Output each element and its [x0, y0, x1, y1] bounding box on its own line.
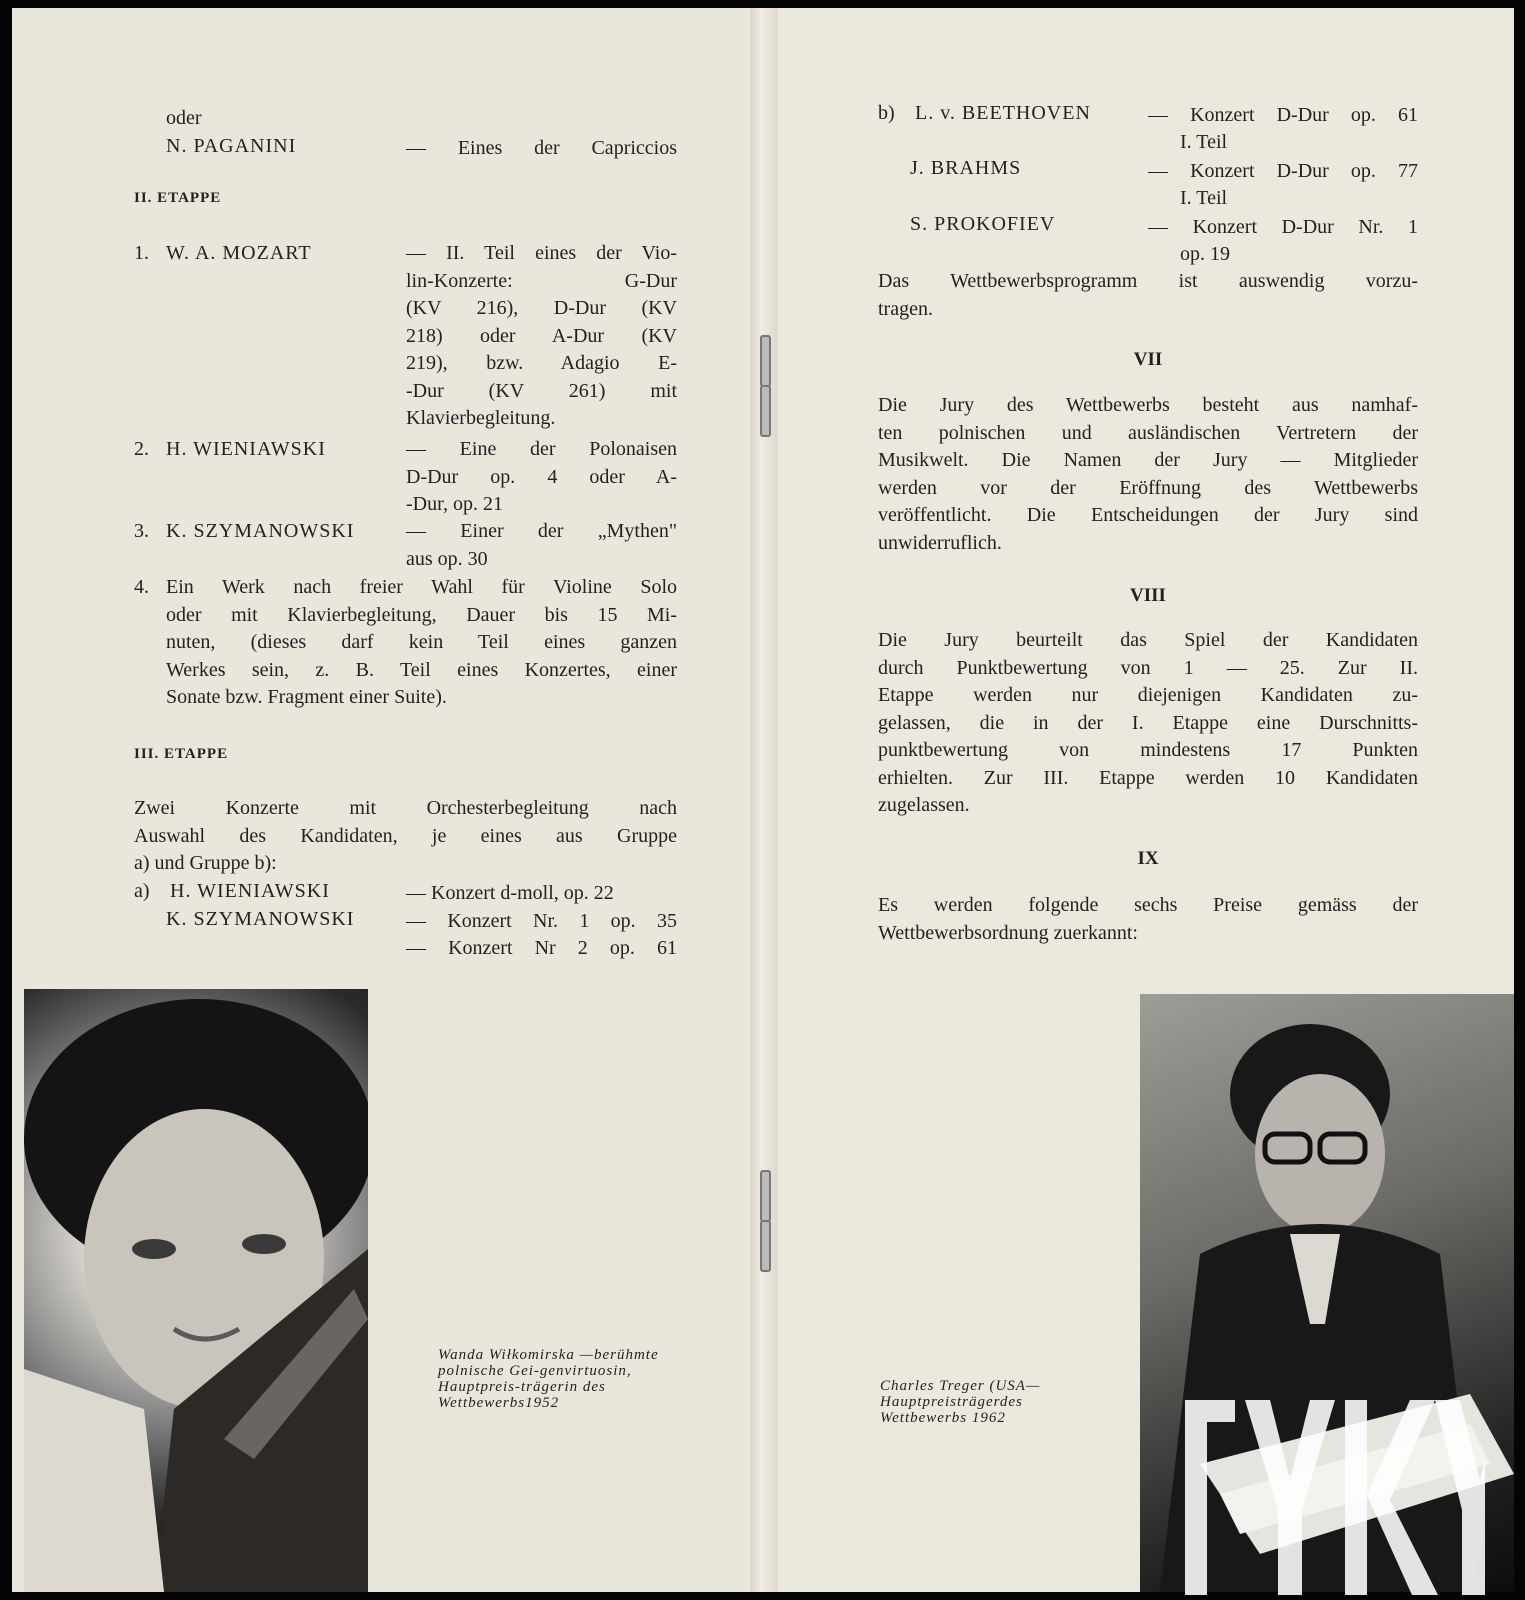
text-line: Etappe werden nur diejenigen Kandidaten zu-	[878, 684, 1418, 706]
caption-line: Wanda Wiłkomirska —	[438, 1347, 594, 1363]
etappe3-intro	[134, 795, 677, 878]
text-line: a) und Gruppe b):	[134, 852, 277, 874]
text-line: Ein Werk nach freier Wahl für Violine Solo	[166, 576, 677, 598]
text-line: gelassen, die in der I. Etappe eine Durschnitts-	[878, 711, 1418, 734]
group-b-brahms: J. BRAHMS	[910, 157, 1022, 179]
group-a-label: a)	[134, 880, 150, 902]
mozart-composer: W. A. MOZART	[166, 242, 312, 264]
text-line: erhielten. Zur III. Etappe werden 10 Kandidaten	[878, 766, 1418, 789]
text-line: -Dur (KV 261) mit	[406, 379, 677, 402]
wieniawski-work-text	[406, 436, 677, 519]
group-b-prokofiev-work2: op. 19	[1180, 243, 1230, 265]
text-line: D-Dur op. 4 oder A-	[406, 465, 677, 488]
text-line: ten polnischen und ausländischen Vertretern der	[878, 421, 1418, 444]
treger-caption	[880, 1378, 1095, 1426]
szymanowski-composer: K. SZYMANOWSKI	[166, 520, 355, 542]
text-line: durch Punktbewertung von 1 — 25. Zur II.	[878, 656, 1418, 679]
text-line: -Dur, op. 21	[406, 493, 503, 515]
free-choice-work-text	[166, 574, 677, 712]
text-line: nuten, (dieses darf kein Teil eines ganzen	[166, 631, 677, 653]
booklet-spine	[750, 8, 778, 1592]
text-line: — Eine der Polonaisen	[406, 438, 677, 460]
staple-top	[760, 335, 771, 387]
staple-bottom-2	[760, 1220, 771, 1272]
paganini-work: — Eines der Capriccios	[406, 137, 677, 159]
text-line: 218) oder A-Dur (KV	[406, 324, 677, 347]
caption-line: Charles Treger (USA	[880, 1378, 1026, 1394]
caption-line: — Hauptpreisträger	[880, 1378, 1041, 1410]
paganini-composer: N. PAGANINI	[166, 135, 297, 157]
item2-number: 2.	[134, 438, 149, 460]
text-line: unwiderruflich.	[878, 531, 1002, 554]
caption-line: trägerin des Wettbewerbs	[438, 1379, 606, 1411]
group-b-label: b)	[878, 102, 895, 124]
section-vii-heading: VII	[1133, 349, 1163, 370]
text-line: punktbewertung von mindestens 17 Punkten	[878, 739, 1418, 761]
text-line: Es werden folgende sechs Preise gemäss der	[878, 894, 1418, 916]
text-line: Klavierbegleitung.	[406, 407, 556, 429]
group-b-beethoven-work: — Konzert D-Dur op. 61	[1148, 104, 1418, 126]
caption-line: des Wettbewerbs 1962	[880, 1394, 1023, 1426]
etappe2-heading: II. ETAPPE	[134, 190, 222, 206]
group-b-beethoven-work2: I. Teil	[1180, 131, 1228, 153]
text-line: oder mit Klavierbegleitung, Dauer bis 15 Mi-	[166, 603, 677, 626]
group-b-brahms-work: — Konzert D-Dur op. 77	[1148, 160, 1418, 182]
etappe3-heading: III. ETAPPE	[134, 746, 229, 762]
caption-line: 1952	[525, 1395, 560, 1411]
group-a-szymanowski-work2: — Konzert Nr 2 op. 61	[406, 937, 677, 959]
oder-text: oder	[166, 107, 202, 129]
watermark-logo	[1180, 1400, 1485, 1595]
item1-number: 1.	[134, 242, 149, 264]
wilkomirska-caption	[438, 1347, 688, 1411]
text-line: Sonate bzw. Fragment einer Suite).	[166, 686, 447, 708]
staple-top-2	[760, 385, 771, 437]
text-line: zugelassen.	[878, 794, 970, 816]
text-line: Das Wettbewerbsprogramm ist auswendig vorzu-	[878, 270, 1418, 292]
text-line: Werkes sein, z. B. Teil eines Konzertes, einer	[166, 658, 677, 681]
group-a-szymanowski: K. SZYMANOWSKI	[166, 908, 355, 930]
text-line: (KV 216), D-Dur (KV	[406, 297, 677, 319]
text-line: lin-Konzerte: G-Dur	[406, 269, 677, 292]
text-line: — II. Teil eines der Vio-	[406, 242, 677, 264]
memorization-note	[878, 268, 1418, 323]
photo-wanda-wilkomirska	[24, 989, 368, 1592]
text-line: tragen.	[878, 297, 933, 320]
group-b-brahms-work2: I. Teil	[1180, 187, 1228, 209]
group-b-prokofiev-work: — Konzert D-Dur Nr. 1	[1148, 216, 1418, 238]
group-a-wieniawski-work: — Konzert d-moll, op. 22	[406, 882, 614, 904]
mozart-work-text	[406, 240, 677, 433]
section-viii-text	[878, 627, 1418, 820]
wieniawski-composer: H. WIENIAWSKI	[166, 438, 326, 460]
section-ix-text	[878, 892, 1418, 947]
section-ix-heading: IX	[1137, 848, 1159, 869]
group-a-wieniawski: H. WIENIAWSKI	[170, 880, 330, 902]
text-line: veröffentlicht. Die Entscheidungen der Jury sind	[878, 504, 1418, 526]
text-line: — Einer der „Mythen"	[406, 520, 677, 542]
text-line: Die Jury des Wettbewerbs besteht aus namhaf-	[878, 394, 1418, 416]
group-b-beethoven: L. v. BEETHOVEN	[915, 102, 1091, 124]
text-line: Musikwelt. Die Namen der Jury — Mitglieder	[878, 449, 1418, 471]
text-line: Die Jury beurteilt das Spiel der Kandidaten	[878, 629, 1418, 651]
staple-bottom	[760, 1170, 771, 1222]
text-line: Auswahl des Kandidaten, je eines aus Gruppe	[134, 824, 677, 847]
section-vii-text	[878, 392, 1418, 557]
item3-number: 3.	[134, 520, 149, 542]
text-line: Zwei Konzerte mit Orchesterbegleitung nach	[134, 797, 677, 819]
text-line: 219), bzw. Adagio E-	[406, 352, 677, 374]
item4-number: 4.	[134, 576, 149, 598]
group-a-szymanowski-work1: — Konzert Nr. 1 op. 35	[406, 910, 677, 932]
group-b-prokofiev: S. PROKOFIEV	[910, 213, 1056, 235]
caption-line: berühmte polnische Gei-	[438, 1347, 659, 1379]
text-line: aus op. 30	[406, 547, 488, 570]
caption-line: genvirtuosin, Hauptpreis-	[438, 1363, 632, 1395]
section-viii-heading: VIII	[1130, 585, 1166, 606]
text-line: Wettbewerbsordnung zuerkannt:	[878, 921, 1138, 944]
szymanowski-work-text	[406, 518, 677, 573]
text-line: werden vor der Eröffnung des Wettbewerbs	[878, 476, 1418, 499]
